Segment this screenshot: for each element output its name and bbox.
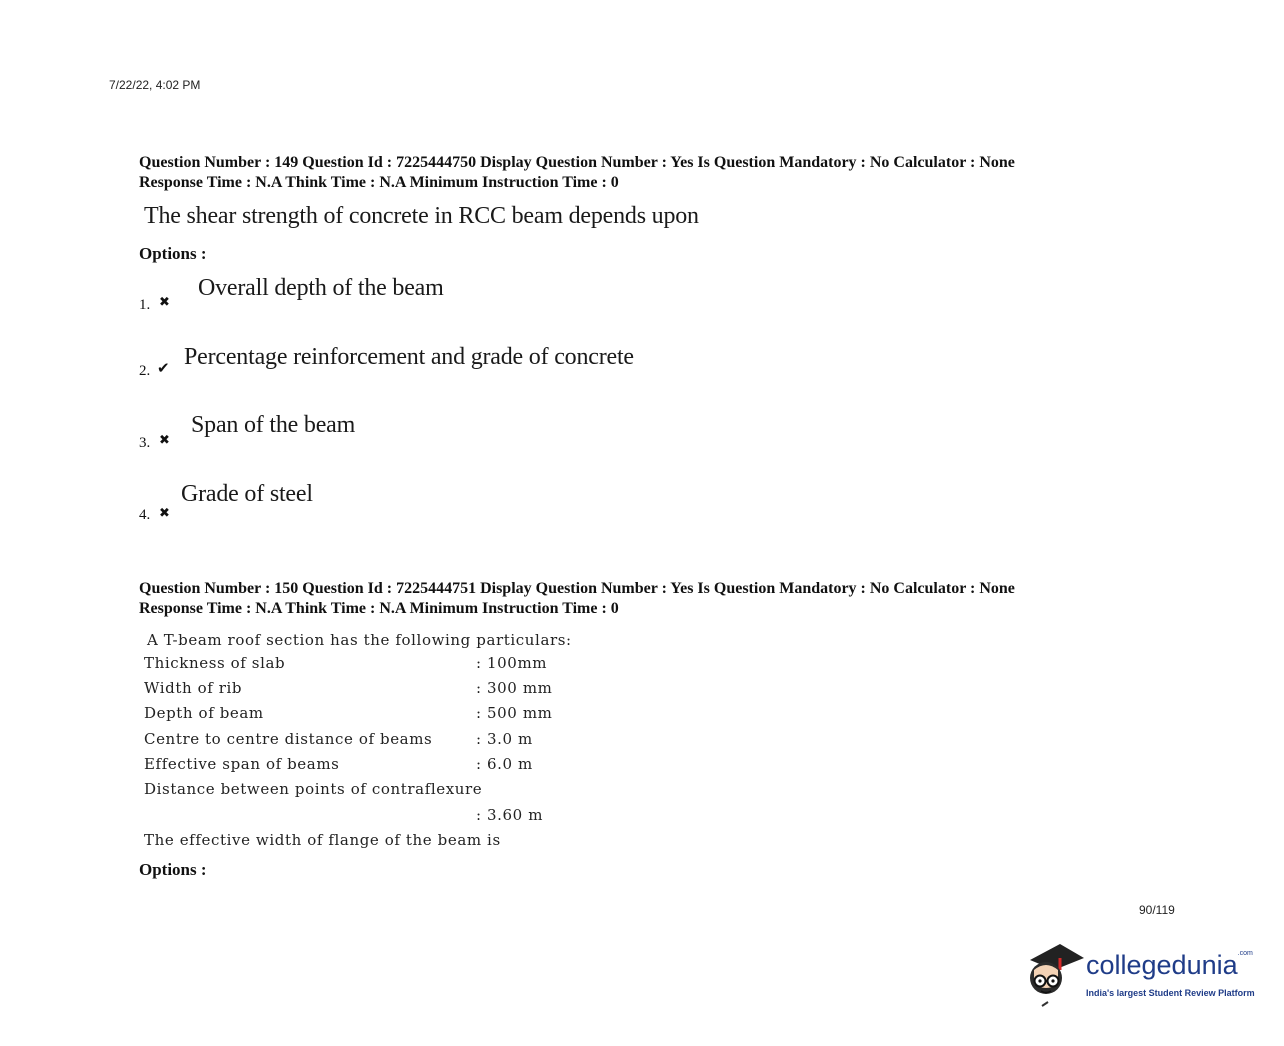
- option-4-number: 4.: [139, 507, 151, 523]
- brand-tagline: India's largest Student Review Platform: [1086, 988, 1255, 998]
- particular-value: : 100mm: [476, 654, 548, 672]
- particular-label: Thickness of slab: [144, 654, 286, 672]
- particular-value: : 3.0 m: [476, 730, 533, 748]
- question-150-text: The effective width of flange of the beam is: [144, 831, 501, 849]
- option-2-text: Percentage reinforcement and grade of concrete: [184, 344, 634, 370]
- particular-label: Depth of beam: [144, 704, 264, 722]
- cross-icon: ✖: [159, 294, 170, 309]
- option-3-number: 3.: [139, 435, 151, 451]
- option-2-number: 2.: [139, 363, 151, 379]
- print-timestamp: 7/22/22, 4:02 PM: [109, 78, 201, 92]
- question-149-meta-line1: Question Number : 149 Question Id : 7225444750 Display Question Number : Yes Is Question Mandatory : No Calculator : None: [139, 154, 1015, 171]
- question-149-options-label: Options :: [139, 244, 207, 263]
- particular-label: Centre to centre distance of beams: [144, 730, 433, 748]
- cross-icon: ✖: [159, 505, 170, 520]
- particular-label: Distance between points of contraflexure: [144, 780, 483, 798]
- particular-value: : 6.0 m: [476, 755, 533, 773]
- particular-value: : 3.60 m: [476, 806, 544, 824]
- question-150-intro: A T-beam roof section has the following particulars:: [147, 631, 572, 649]
- particular-value: : 300 mm: [476, 679, 553, 697]
- cross-icon: ✖: [159, 432, 170, 447]
- question-149-text: The shear strength of concrete in RCC beam depends upon: [144, 203, 699, 229]
- particular-label: Width of rib: [144, 679, 243, 697]
- option-1-number: 1.: [139, 297, 151, 313]
- particular-label: Effective span of beams: [144, 755, 340, 773]
- question-150-options-label: Options :: [139, 860, 207, 879]
- check-icon: ✔: [157, 361, 170, 377]
- collegedunia-mascot-logo: [1024, 940, 1086, 1010]
- option-3-text: Span of the beam: [191, 412, 356, 438]
- particular-value: : 500 mm: [476, 704, 553, 722]
- question-149-meta-line2: Response Time : N.A Think Time : N.A Minimum Instruction Time : 0: [139, 174, 619, 191]
- page-number: 90/119: [1139, 903, 1175, 917]
- question-150-meta-line1: Question Number : 150 Question Id : 7225444751 Display Question Number : Yes Is Question Mandatory : No Calculator : None: [139, 580, 1015, 597]
- option-4-text: Grade of steel: [181, 481, 313, 507]
- option-1-text: Overall depth of the beam: [198, 275, 444, 301]
- brand-name: collegedunia$^{.com}$: [1086, 950, 1253, 980]
- question-150-meta-line2: Response Time : N.A Think Time : N.A Minimum Instruction Time : 0: [139, 600, 619, 617]
